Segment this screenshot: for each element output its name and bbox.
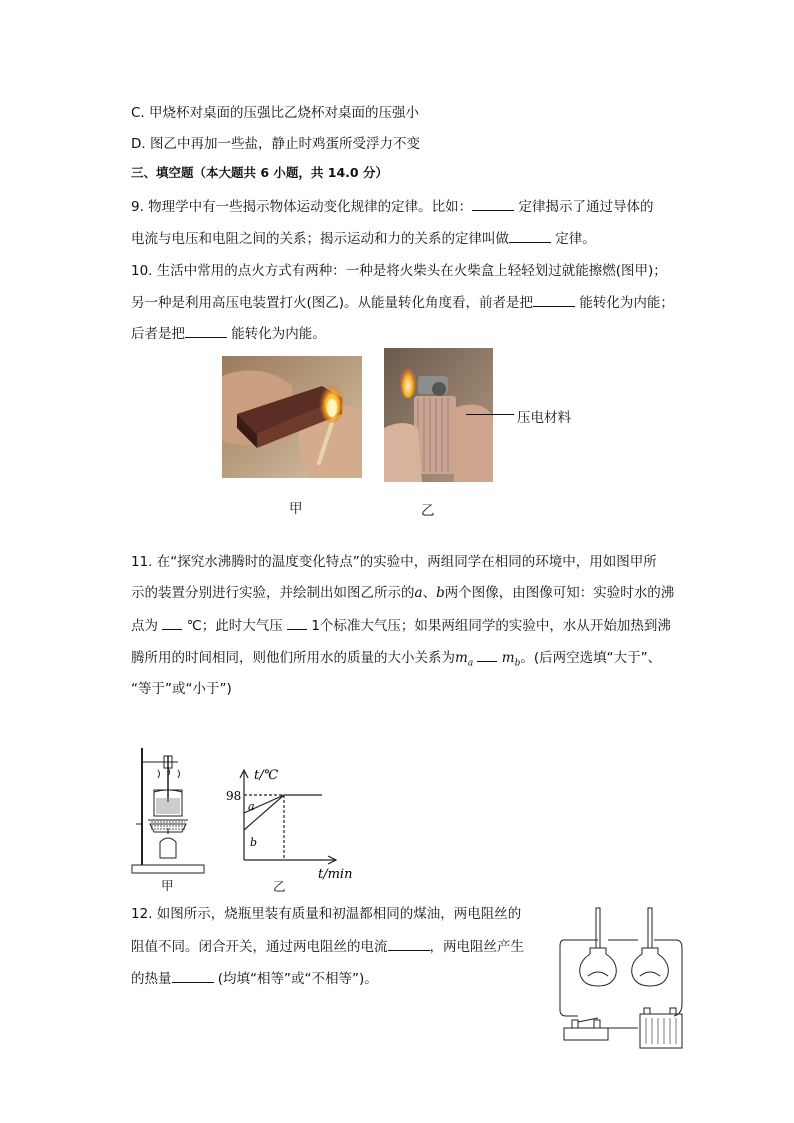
q12-blank-2[interactable] xyxy=(172,968,214,983)
circuit-figure xyxy=(558,904,688,1054)
photo-match xyxy=(222,356,362,478)
q11-sep: 、 xyxy=(422,585,437,601)
graph-xlabel: t/min xyxy=(318,867,353,882)
option-c: C. 甲烧杯对桌面的压强比乙烧杯对桌面的压强小 xyxy=(131,105,420,121)
q9-text-2: 定律揭示了通过导体的 xyxy=(514,199,654,215)
q9-text-4: 定律。 xyxy=(551,231,596,247)
q12-line1: 12. 如图所示，烧瓶里装有质量和初温都相同的煤油，两电阻丝的 xyxy=(131,906,522,922)
q9-blank-1[interactable] xyxy=(472,196,514,211)
pointer-line xyxy=(466,414,514,415)
q10-text-3: 后者是把 xyxy=(131,326,185,342)
q11-text-4: ℃；此时大气压 xyxy=(182,618,288,634)
q11-text-3: 点为 xyxy=(131,618,163,634)
graph-tick-98: 98 xyxy=(226,789,242,803)
photo-lighter xyxy=(384,348,493,482)
q12-text-1: 阻值不同。闭合开关，通过两电阻丝的电流 xyxy=(131,939,388,955)
q11-blank-1[interactable] xyxy=(162,615,182,630)
q12-blank-1[interactable] xyxy=(388,936,430,951)
q9-text-3: 电流与电压和电阻之间的关系；揭示运动和力的关系的定律叫做 xyxy=(131,231,509,247)
temperature-graph xyxy=(222,762,362,882)
q11-mb-sub: b xyxy=(514,658,521,669)
section-heading: 三、填空题（本大题共 6 小题，共 14.0 分） xyxy=(131,165,388,180)
caption-jia: 甲 xyxy=(289,501,303,517)
q10-text-1: 另一种是利用高压电装置打火(图乙)。从能量转化角度看，前者是把 xyxy=(131,295,534,311)
q10-text-2: 能转化为内能； xyxy=(575,295,674,311)
q11-text-5: 1个标准大气压；如果两组同学的实验中，水从开始加热到沸 xyxy=(307,618,671,634)
option-d: D. 图乙中再加一些盐，静止时鸡蛋所受浮力不变 xyxy=(131,136,420,152)
caption-yi: 乙 xyxy=(421,503,435,519)
fig11-caption-jia: 甲 xyxy=(161,878,174,893)
boiling-apparatus xyxy=(128,742,208,884)
q11-blank-3[interactable] xyxy=(477,647,497,662)
q10-line3 xyxy=(131,323,326,344)
q11-line2 xyxy=(131,583,674,603)
q9-line1 xyxy=(131,196,653,217)
q11-var-a: a xyxy=(414,585,423,601)
q9-blank-2[interactable] xyxy=(509,228,551,243)
label-piezo: 压电材料 xyxy=(517,410,571,426)
q12-line3 xyxy=(131,968,378,989)
q10-blank-1[interactable] xyxy=(533,292,575,307)
fig11-caption-yi: 乙 xyxy=(273,879,286,894)
q11-mb: m xyxy=(501,650,515,666)
q12-text-4: (均填“相等”或“不相等”)。 xyxy=(213,971,378,987)
graph-ylabel: t/℃ xyxy=(254,768,279,783)
q11-text-2: 两个图像，由图像可知：实验时水的沸 xyxy=(444,585,675,601)
q11-text-6: 腾所用的时间相同，则他们所用水的质量的大小关系为 xyxy=(131,650,455,666)
q11-blank-2[interactable] xyxy=(287,615,307,630)
q12-text-2: ，两电阻丝产生 xyxy=(429,939,524,955)
q12-text-3: 的热量 xyxy=(131,971,172,987)
q10-text-4: 能转化为内能。 xyxy=(227,326,326,342)
q11-line3 xyxy=(131,615,671,636)
q11-ma-sub: a xyxy=(467,658,474,669)
q9-line2 xyxy=(131,228,596,249)
q11-ma: m xyxy=(455,650,468,666)
graph-label-b: b xyxy=(250,836,258,849)
graph-label-a: a xyxy=(248,800,255,813)
q12-line2 xyxy=(131,936,524,957)
q11-text-7: 。(后两空选填“大于”、 xyxy=(520,650,662,666)
q10-line1: 10. 生活中常用的点火方式有两种：一种是将火柴头在火柴盒上轻轻划过就能擦燃(图甲)； xyxy=(131,263,667,279)
q11-line1: 11. 在“探究水沸腾时的温度变化特点”的实验中，两组同学在相同的环境中，用如图甲所 xyxy=(131,554,657,570)
q11-text-1: 示的装置分别进行实验，并绘制出如图乙所示的 xyxy=(131,585,415,601)
q11-line5: “等于”或“小于”) xyxy=(131,681,232,697)
q10-blank-2[interactable] xyxy=(185,323,227,338)
q10-line2 xyxy=(131,292,674,313)
q9-text-1: 9. 物理学中有一些揭示物体运动变化规律的定律。比如： xyxy=(131,199,473,215)
q11-var-b: b xyxy=(436,585,445,601)
q11-line4 xyxy=(131,647,661,674)
